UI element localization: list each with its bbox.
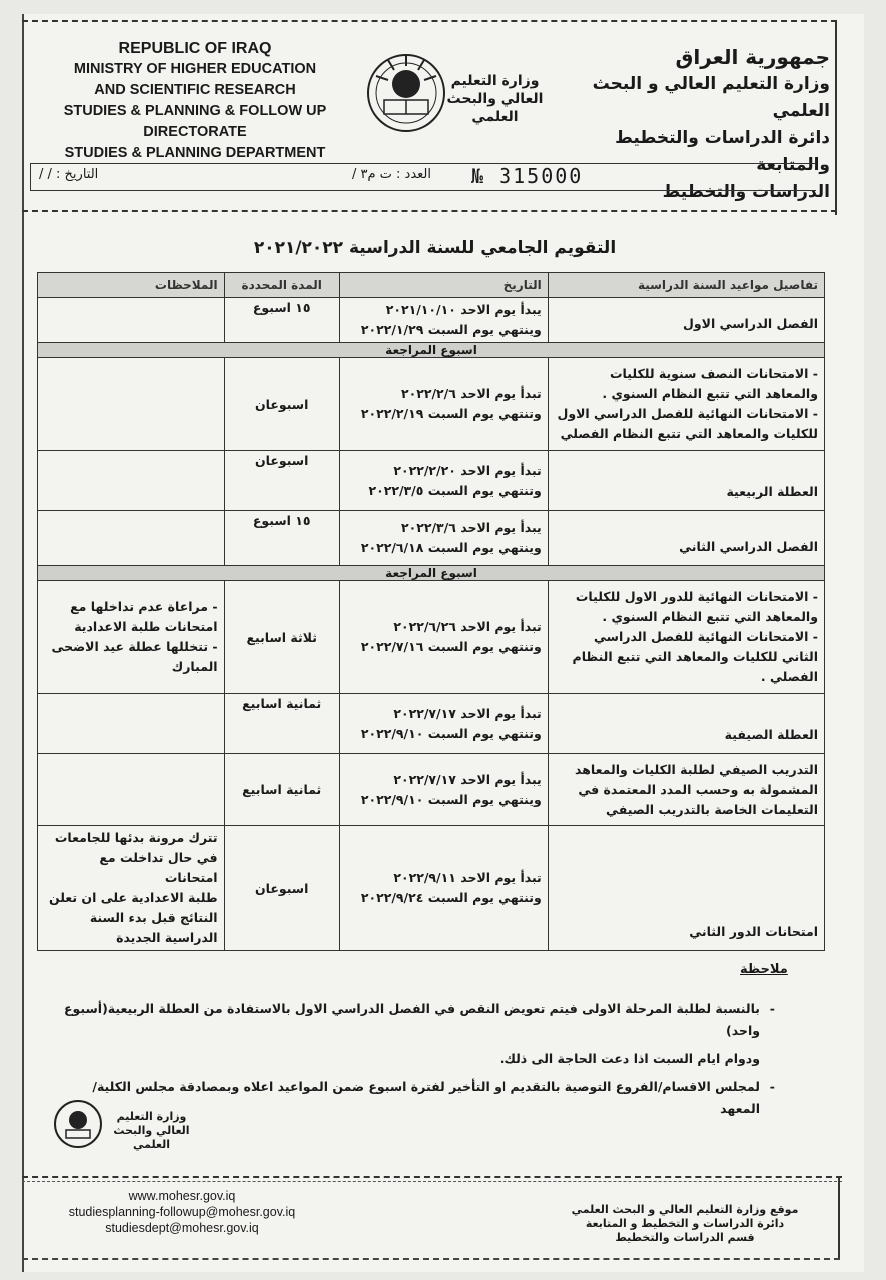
review-week-band xyxy=(38,343,825,358)
ar-line: جمهورية العراق xyxy=(675,45,830,69)
duration-cell: ثمانية اسابيع xyxy=(224,754,339,826)
contact-block xyxy=(32,1188,332,1236)
reference-bar xyxy=(30,163,816,191)
date-cell-line: وينتهي يوم السبت ٢٠٢٢/٩/١٠ xyxy=(360,791,542,807)
note-item xyxy=(60,1048,760,1070)
event-cell xyxy=(548,581,824,694)
event-cell xyxy=(548,694,824,754)
event-cell-line: والمعاهد التي تتبع النظام السنوي . xyxy=(602,609,818,624)
date-cell xyxy=(339,581,548,694)
duration-cell: اسبوعان xyxy=(224,451,339,511)
bottom-border xyxy=(22,1258,840,1260)
note-item: - بالنسبة لطلبة المرحلة الاولى فيتم تعويض النقص في الفصل الدراسي الاول بالاستفادة من العطلة الربيعية(أسبوع واحد) xyxy=(64,1001,775,1038)
event-cell-line: الفصل الدراسي الثاني xyxy=(679,539,818,554)
footer-line: موقع وزارة التعليم العالي و البحث العلمي xyxy=(571,1203,799,1216)
date-cell-line: وينتهي يوم السبت ٢٠٢٢/٦/١٨ xyxy=(360,540,542,555)
event-cell xyxy=(548,298,824,343)
duration-cell: ثلاثة اسابيع xyxy=(224,581,339,694)
right-border xyxy=(835,20,837,215)
date-cell xyxy=(339,298,548,343)
header-date: التاريخ xyxy=(339,273,548,298)
en-line: STUDIES & PLANNING DEPARTMENT xyxy=(64,145,326,161)
footer-divider-thin xyxy=(22,1181,842,1182)
band-label: اسبوع المراجعة xyxy=(38,343,825,358)
header-divider xyxy=(22,210,837,212)
event-cell xyxy=(548,358,824,451)
note-text: بالنسبة لطلبة المرحلة الاولى فيتم تعويض النقص في الفصل الدراسي الاول بالاستفادة من العطلة الربيعية(أسبوع واحد) xyxy=(64,1001,760,1038)
en-line: MINISTRY OF HIGHER EDUCATION xyxy=(73,61,317,77)
notes-cell xyxy=(38,826,225,951)
date-cell-line: وتنتهي يوم السبت ٢٠٢٢/٧/١٦ xyxy=(360,639,542,654)
notes-cell-line: - مراعاة عدم تداخلها مع xyxy=(70,599,218,614)
table-row xyxy=(38,694,825,754)
notes-cell-line: الدراسية الجديدة xyxy=(116,930,218,945)
note-text: ودوام ايام السبت اذا دعت الحاجة الى ذلك. xyxy=(499,1051,760,1066)
calendar-table xyxy=(37,272,825,951)
table-row xyxy=(38,298,825,343)
email-studies-link[interactable]: studiesdept@mohesr.gov.iq xyxy=(105,1221,259,1235)
website-link[interactable]: www.mohesr.gov.iq xyxy=(128,1189,236,1203)
review-week-band xyxy=(38,566,825,581)
date-cell-line: تبدأ يوم الاحد ٢٠٢٢/٢/٢٠ xyxy=(393,462,542,478)
table-row xyxy=(38,754,825,826)
event-cell xyxy=(548,451,824,511)
reference-field: العدد : ت م٣ / xyxy=(351,167,431,182)
date-cell-line: يبدأ يوم الاحد ٢٠٢٢/٧/١٧ xyxy=(393,771,542,787)
band-label: اسبوع المراجعة xyxy=(38,566,825,581)
duration-cell: اسبوعان xyxy=(224,826,339,951)
date-cell-line: يبدأ يوم الاحد ٢٠٢٢/٣/٦ xyxy=(400,520,542,535)
event-cell-line: امتحانات الدور الثاني xyxy=(689,924,818,939)
notes-cell-line: في حال تداخلت مع امتحانات xyxy=(99,850,218,885)
notes-cell-line: المبارك xyxy=(171,659,218,674)
notes-cell-line: امتحانات طلبة الاعدادية xyxy=(74,619,218,634)
footer-arabic xyxy=(540,1203,830,1245)
footer-line: قسم الدراسات والتخطيط xyxy=(615,1231,755,1244)
event-cell xyxy=(548,754,824,826)
notes-cell xyxy=(38,754,225,826)
ar-line: الدراسات والتخطيط xyxy=(662,182,830,202)
table-row xyxy=(38,581,825,694)
table-row xyxy=(38,451,825,511)
table-row xyxy=(38,511,825,566)
en-line: AND SCIENTIFIC RESEARCH xyxy=(94,82,296,98)
event-cell-line: العطلة الصيفية xyxy=(724,727,818,742)
date-cell-line: تبدأ يوم الاحد ٢٠٢٢/٩/١١ xyxy=(393,870,542,885)
event-cell-line: - الامتحانات النهائية للفصل الدراسي الاول xyxy=(557,406,818,421)
date-cell xyxy=(339,826,548,951)
event-cell-line: الفصلي . xyxy=(760,669,818,684)
date-cell-line: يبدأ يوم الاحد ٢٠٢١/١٠/١٠ xyxy=(385,302,542,317)
stamp-logo-text: وزارة التعليم العالي والبحث العلمي xyxy=(113,1110,190,1151)
notes-cell-line: النتائج قبل بدء السنة xyxy=(89,910,218,925)
duration-cell: ١٥ اسبوع xyxy=(224,511,339,566)
notes-cell xyxy=(38,694,225,754)
event-cell-line: التعليمات الخاصة بالتدريب الصيفي xyxy=(606,801,818,817)
serial-number: № 315000 xyxy=(471,164,584,188)
date-cell-line: تبدأ يوم الاحد ٢٠٢٢/٧/١٧ xyxy=(393,705,542,721)
footer-right-border xyxy=(838,1176,840,1258)
notes-cell xyxy=(38,298,225,343)
header-duration: المدة المحددة xyxy=(224,273,339,298)
event-cell-line: المشمولة به وحسب المدد المعتمدة في xyxy=(578,781,818,797)
top-border xyxy=(22,20,837,22)
date-cell xyxy=(339,358,548,451)
logo-text: وزارة التعليم العالي والبحث العلمي xyxy=(446,73,544,125)
date-cell-line: تبدأ يوم الاحد ٢٠٢٢/٢/٦ xyxy=(400,386,542,401)
event-cell-line: العطلة الربيعية xyxy=(726,484,818,499)
notes-cell-line: - تتخللها عطلة عيد الاضحى xyxy=(51,639,218,654)
event-cell-line: الفصل الدراسي الاول xyxy=(683,316,818,331)
date-cell-line: وتنتهي يوم السبت ٢٠٢٢/٩/٢٤ xyxy=(360,890,542,905)
date-cell xyxy=(339,694,548,754)
date-cell xyxy=(339,754,548,826)
date-cell-line: وتنتهي يوم السبت ٢٠٢٢/٣/٥ xyxy=(368,482,542,498)
notes-cell xyxy=(38,511,225,566)
en-line: STUDIES & PLANNING & FOLLOW UP DIRECTORATE xyxy=(63,103,327,140)
event-cell-line: للكليات والمعاهد التي تتبع النظام الفصلي xyxy=(560,426,818,441)
event-cell-line: - الامتحانات النهائية للفصل الدراسي xyxy=(594,629,818,644)
english-letterhead xyxy=(30,38,360,164)
table-row xyxy=(38,826,825,951)
duration-cell: اسبوعان xyxy=(224,358,339,451)
event-cell xyxy=(548,511,824,566)
header-notes: الملاحظات xyxy=(38,273,225,298)
footer-divider xyxy=(22,1176,842,1178)
header-details: تفاصيل مواعيد السنة الدراسية xyxy=(548,273,824,298)
notes-cell-line: طلبة الاعدادية على ان تعلن xyxy=(48,890,218,905)
duration-cell: ١٥ اسبوع xyxy=(224,298,339,343)
ar-line: وزارة التعليم العالي و البحث العلمي xyxy=(592,74,830,121)
note-item: - لمجلس الاقسام/الفروع التوصية بالتقديم او التأخير لفترة اسبوع ضمن المواعيد اعلاه وبمصادقة مجلس الكلية/المعهد xyxy=(92,1079,775,1116)
document-title: التقويم الجامعي للسنة الدراسية ٢٠٢١/٢٠٢٢ xyxy=(253,238,617,258)
ministry-emblem-small-icon xyxy=(52,1098,104,1150)
table-row xyxy=(38,358,825,451)
date-cell-line: وينتهي يوم السبت ٢٠٢٢/١/٢٩ xyxy=(360,322,542,337)
event-cell-line: والمعاهد التي تتبع النظام السنوي . xyxy=(602,386,818,401)
date-cell xyxy=(339,511,548,566)
date-field: التاريخ : / / xyxy=(39,167,99,182)
date-cell-line: وتنتهي يوم السبت ٢٠٢٢/٢/١٩ xyxy=(360,406,542,421)
date-cell xyxy=(339,451,548,511)
stamp-logo xyxy=(52,1098,202,1158)
event-cell-line: الثاني للكليات والمعاهد التي تتبع النظام xyxy=(572,649,818,664)
footer-line: دائرة الدراسات و التخطيط و المتابعة xyxy=(585,1217,785,1230)
event-cell-line: - الامتحانات النصف سنوية للكليات xyxy=(610,366,818,381)
event-cell-line: - الامتحانات النهائية للدور الاول للكليات xyxy=(575,589,818,604)
en-line: REPUBLIC OF IRAQ xyxy=(118,40,272,57)
ministry-logo xyxy=(366,46,556,141)
table-header-row xyxy=(38,273,825,298)
notes-cell-line: تترك مرونة بدئها للجامعات xyxy=(54,830,218,845)
date-cell-line: وتنتهي يوم السبت ٢٠٢٢/٩/١٠ xyxy=(360,725,542,741)
duration-cell: ثمانية اسابيع xyxy=(224,694,339,754)
email-followup-link[interactable]: studiesplanning-followup@mohesr.gov.iq xyxy=(68,1205,296,1219)
notes-cell xyxy=(38,451,225,511)
notes-cell xyxy=(38,581,225,694)
ar-line: دائرة الدراسات والتخطيط والمتابعة xyxy=(615,128,830,175)
notes-cell xyxy=(38,358,225,451)
date-cell-line: تبدأ يوم الاحد ٢٠٢٢/٦/٢٦ xyxy=(393,619,542,634)
note-text: لمجلس الاقسام/الفروع التوصية بالتقديم او التأخير لفترة اسبوع ضمن المواعيد اعلاه وبمصادقة مجلس الكلية/المعهد xyxy=(92,1079,760,1116)
event-cell xyxy=(548,826,824,951)
event-cell-line: التدريب الصيفي لطلبة الكليات والمعاهد xyxy=(575,761,818,777)
notes-heading: ملاحظة xyxy=(740,962,788,977)
